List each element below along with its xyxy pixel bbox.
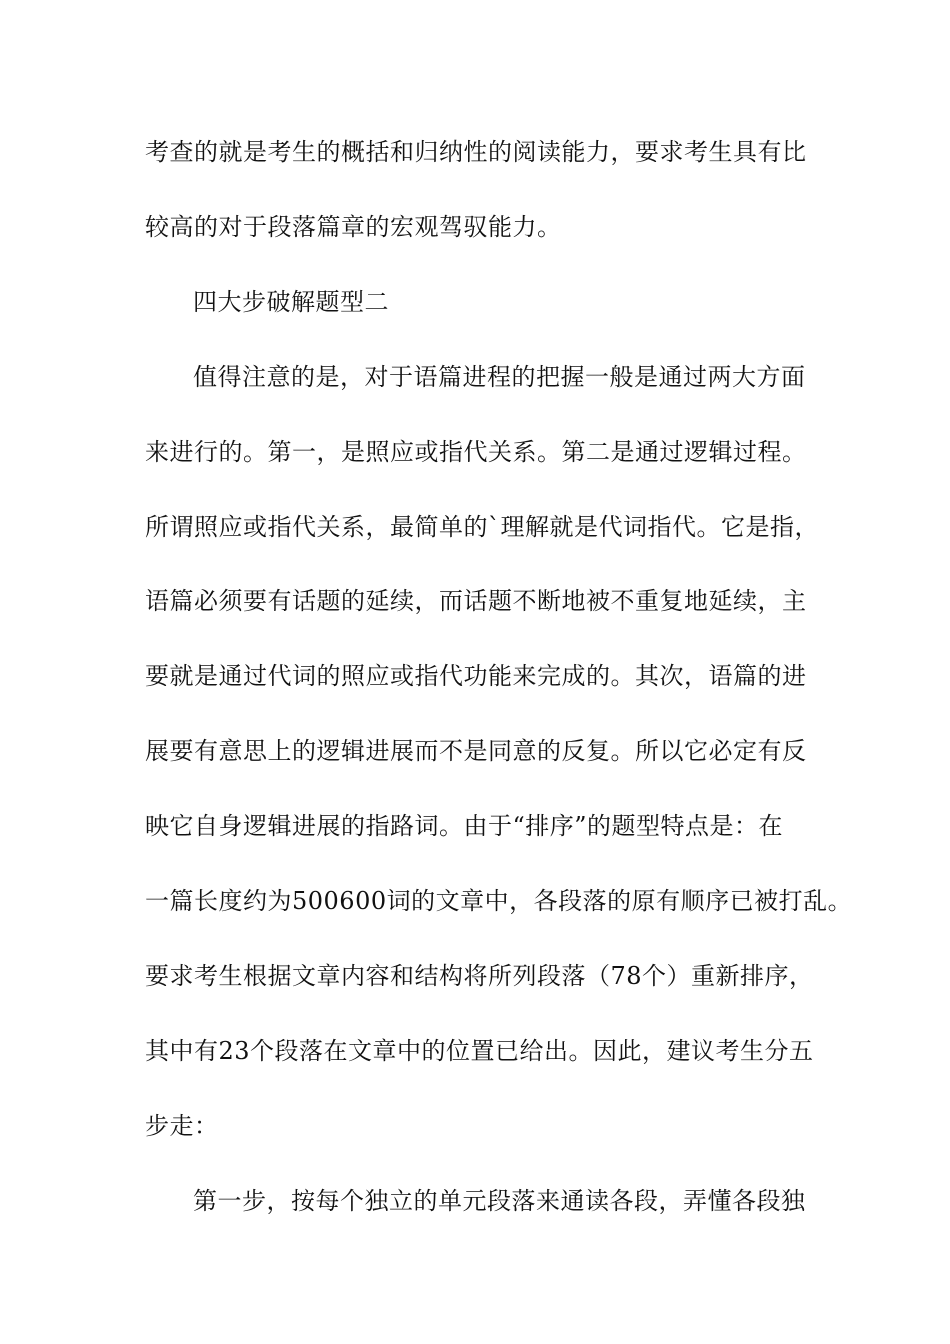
text-line-10: 映它自身逻辑进展的指路词。由于“排序”的题型特点是：在	[145, 812, 784, 840]
text-line-15: 第一步，按每个独立的单元段落来通读各段，弄懂各段独	[193, 1187, 806, 1215]
text-line-14: 步走：	[145, 1112, 219, 1140]
section-heading: 四大步破解题型二	[193, 288, 389, 316]
text-line-9: 展要有意思上的逻辑进展而不是同意的反复。所以它必定有反	[145, 737, 807, 765]
text-line-7: 语篇必须要有话题的延续，而话题不断地被不重复地延续，主	[145, 587, 807, 615]
text-line-11: 一篇长度约为500600词的文章中，各段落的原有顺序已被打乱。	[145, 887, 853, 915]
text-line-1: 考查的就是考生的概括和归纳性的阅读能力，要求考生具有比	[145, 138, 807, 166]
text-line-12: 要求考生根据文章内容和结构将所列段落（78个）重新排序，	[145, 962, 814, 990]
text-line-2: 较高的对于段落篇章的宏观驾驭能力。	[145, 213, 562, 241]
text-line-8: 要就是通过代词的照应或指代功能来完成的。其次，语篇的进	[145, 662, 807, 690]
text-line-6: 所谓照应或指代关系，最简单的`理解就是代词指代。它是指，	[145, 513, 819, 541]
text-line-5: 来进行的。第一，是照应或指代关系。第二是通过逻辑过程。	[145, 438, 807, 466]
text-line-13: 其中有23个段落在文章中的位置已给出。因此，建议考生分五	[145, 1037, 814, 1065]
text-line-4: 值得注意的是，对于语篇进程的把握一般是通过两大方面	[193, 363, 806, 391]
